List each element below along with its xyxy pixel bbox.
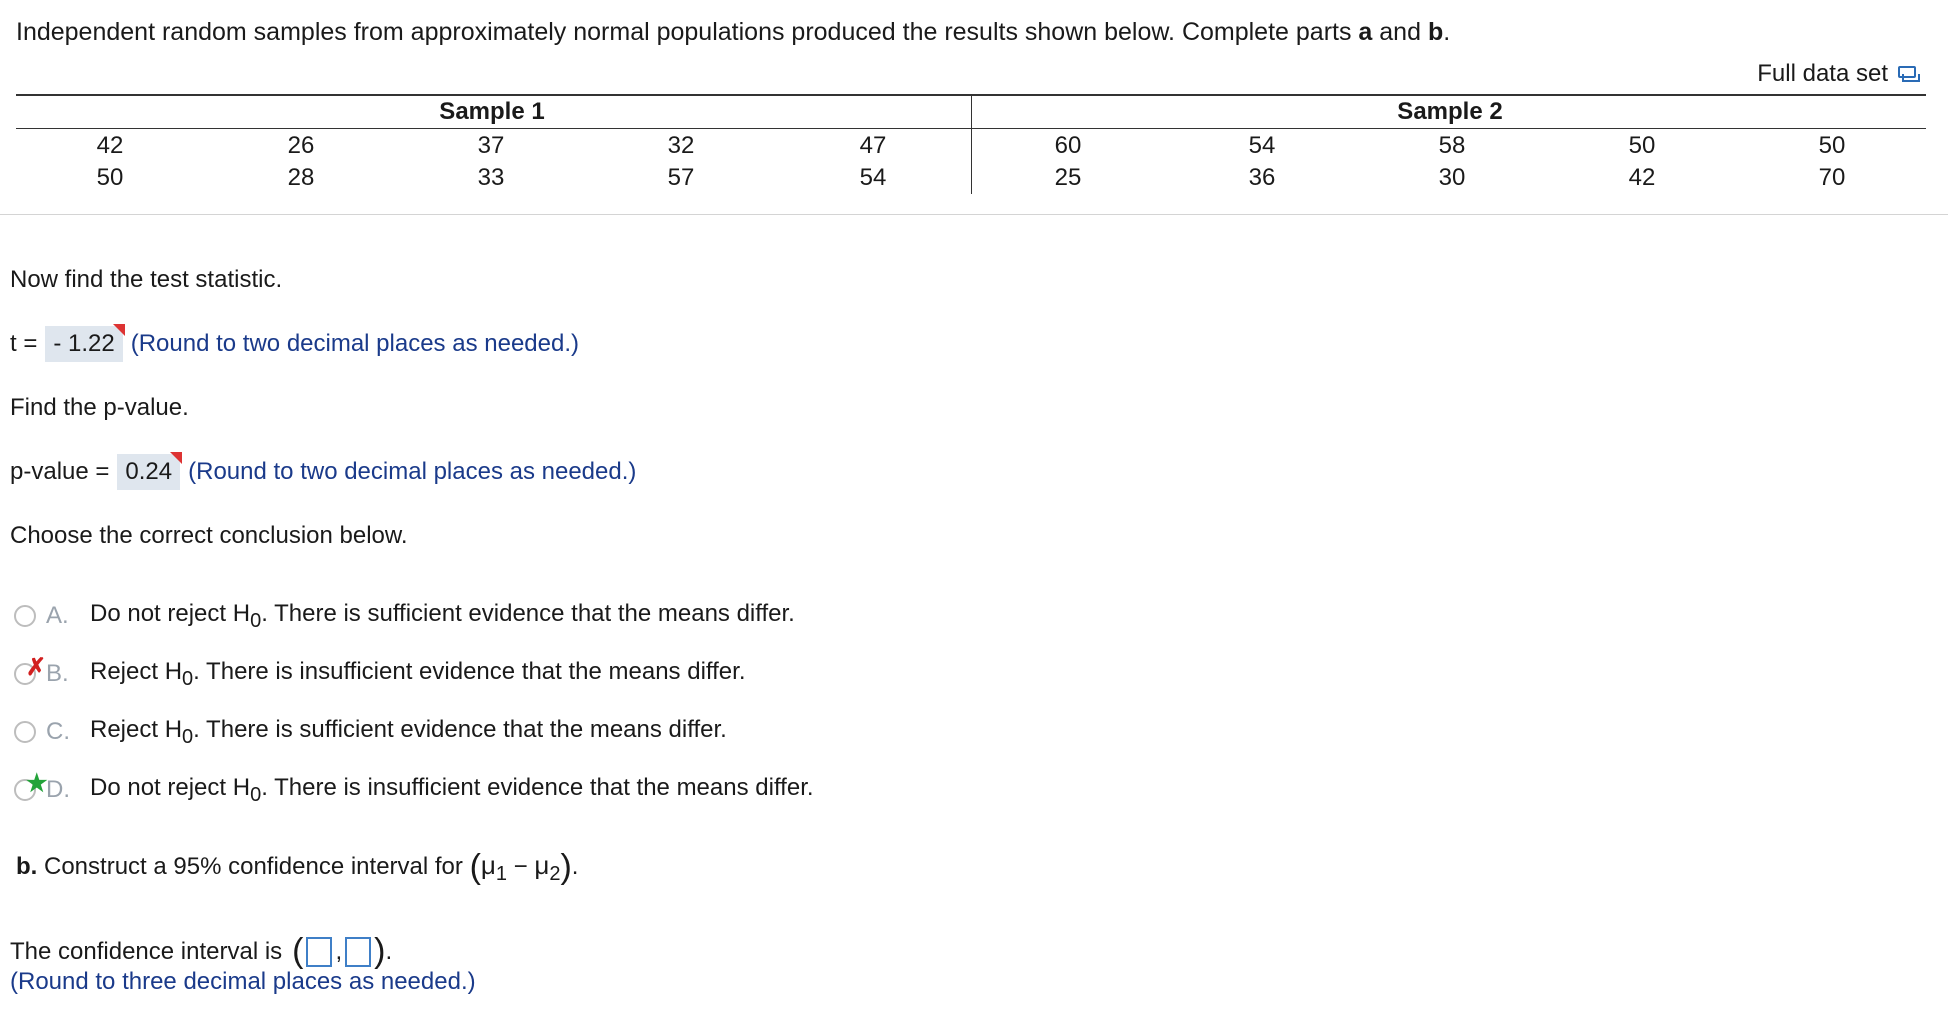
radio-a[interactable] bbox=[14, 605, 36, 627]
option-letter: C. bbox=[46, 718, 70, 746]
table-cell: 25 bbox=[1054, 164, 1082, 191]
table-cell: 26 bbox=[287, 132, 315, 159]
t-round-hint: (Round to two decimal places as needed.) bbox=[130, 330, 579, 357]
test-stat-row bbox=[10, 326, 579, 362]
option-b[interactable] bbox=[14, 654, 746, 691]
mu2-sub: 2 bbox=[549, 862, 561, 885]
table-cell: 54 bbox=[1248, 132, 1276, 159]
correct-star-icon: ★ bbox=[26, 770, 48, 798]
intro-and: and bbox=[1372, 18, 1428, 46]
full-data-set-label[interactable]: Full data set bbox=[1757, 60, 1888, 87]
pvalue-row bbox=[10, 454, 636, 490]
intro-part-a: a bbox=[1358, 18, 1373, 46]
option-text: Do not reject $H_0$. There is insufficient evidence that the means differ. bbox=[90, 774, 814, 806]
ci-upper-input[interactable] bbox=[345, 937, 371, 967]
intro-text: Independent random samples from approximately normal populations produced the results shown below. Complete parts bbox=[16, 18, 1359, 46]
option-letter: B. bbox=[46, 660, 69, 688]
table-cell: 50 bbox=[96, 164, 124, 191]
data-table bbox=[16, 94, 1926, 194]
option-a[interactable] bbox=[14, 600, 795, 633]
pvalue-answer-box[interactable] bbox=[117, 454, 180, 490]
t-label: t = bbox=[10, 330, 38, 357]
table-cell: 28 bbox=[287, 164, 315, 191]
part-b-label: b. bbox=[16, 853, 38, 880]
pvalue-prompt: Find the p-value. bbox=[10, 394, 189, 421]
radio-b[interactable] bbox=[14, 654, 47, 685]
table-cell: 57 bbox=[667, 164, 695, 191]
ci-row: The confidence interval is ( , ) . bbox=[10, 932, 393, 970]
mu1-symbol: μ bbox=[480, 850, 496, 880]
copy-data-icon[interactable] bbox=[1898, 66, 1920, 82]
option-c[interactable] bbox=[14, 716, 727, 749]
radio-d[interactable] bbox=[14, 770, 48, 801]
table-cell: 50 bbox=[1628, 132, 1656, 159]
table-cell: 37 bbox=[477, 132, 505, 159]
table-cell: 33 bbox=[477, 164, 505, 191]
intro-part-b: b bbox=[1427, 18, 1444, 46]
intro-end: . bbox=[1443, 18, 1451, 46]
section-divider bbox=[0, 214, 1948, 215]
sample1-header: Sample 1 bbox=[439, 98, 545, 125]
minus-sign: − bbox=[513, 853, 528, 880]
radio-c[interactable] bbox=[14, 721, 36, 743]
table-cell: 60 bbox=[1054, 132, 1082, 159]
pvalue-label: p-value = bbox=[10, 458, 110, 485]
option-text: Reject $H_0$. There is insufficient evidence that the means differ. bbox=[90, 658, 746, 690]
mu2-symbol: μ bbox=[534, 850, 550, 880]
pvalue-round-hint: (Round to two decimal places as needed.) bbox=[188, 458, 637, 485]
option-letter: D. bbox=[46, 776, 70, 804]
table-cell: 47 bbox=[859, 132, 887, 159]
table-cell: 58 bbox=[1438, 132, 1466, 159]
table-cell: 32 bbox=[667, 132, 695, 159]
option-text: Reject $H_0$. There is sufficient evidence that the means differ. bbox=[90, 716, 727, 748]
table-cell: 50 bbox=[1818, 132, 1846, 159]
full-data-set-link[interactable] bbox=[1757, 60, 1920, 88]
table-cell: 36 bbox=[1248, 164, 1276, 191]
incorrect-flag-icon bbox=[170, 452, 182, 464]
table-sample-divider bbox=[971, 94, 972, 194]
option-d[interactable] bbox=[14, 770, 814, 807]
incorrect-x-icon: ✗ bbox=[26, 654, 47, 682]
table-cell: 54 bbox=[859, 164, 887, 191]
pvalue-value: 0.24 bbox=[125, 458, 173, 485]
option-letter: A. bbox=[46, 602, 69, 630]
test-stat-prompt: Now find the test statistic. bbox=[10, 266, 283, 293]
sample2-header: Sample 2 bbox=[1397, 98, 1503, 125]
incorrect-flag-icon bbox=[113, 324, 125, 336]
mu1-sub: 1 bbox=[495, 862, 507, 885]
table-cell: 42 bbox=[1628, 164, 1656, 191]
part-b-text: Construct a 95% confidence interval for bbox=[44, 853, 463, 880]
t-answer-box[interactable] bbox=[45, 326, 122, 362]
ci-label: The confidence interval is bbox=[10, 937, 283, 965]
ci-lower-input[interactable] bbox=[306, 937, 332, 967]
conclusion-prompt: Choose the correct conclusion below. bbox=[10, 522, 408, 549]
part-b-prompt: b. Construct a 95% confidence interval for $(\mu_1 - \mu_2)$. bbox=[16, 848, 579, 886]
table-cell: 42 bbox=[96, 132, 124, 159]
table-cell: 30 bbox=[1438, 164, 1466, 191]
table-cell: 70 bbox=[1818, 164, 1846, 191]
option-text: Do not reject $H_0$. There is sufficient evidence that the means differ. bbox=[90, 600, 795, 632]
t-value: - 1.22 bbox=[53, 330, 115, 357]
question-intro bbox=[16, 18, 1450, 47]
ci-round-hint: (Round to three decimal places as needed.) bbox=[10, 968, 476, 995]
